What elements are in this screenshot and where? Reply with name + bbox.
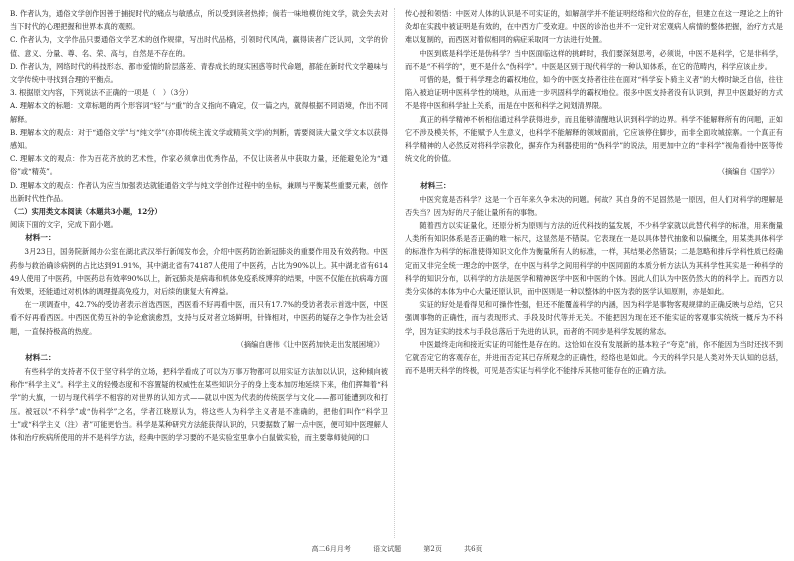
q3-option-a: A. 理解本文的标题：文章标题的两个形容词“轻”与“重”的含义指向不确定，仅一篇之内，就得根据不同语境，作出不同解释。 xyxy=(10,101,388,124)
material-1-para: 在一项调查中，42.7%的受访者表示首选西医，西医看不好再看中医，而只有17.7%的受访者表示首选中医，中医看不好再看西医。中西医优势互补的争论愈演愈烈，支持与反对者立场鲜明，针锋相对，中医药的疑存之争作为社会话题，一直保持极高的热度。 xyxy=(10,300,388,336)
material-3-title: 材料三： xyxy=(420,180,451,190)
material-3-para: 实证的好处是看得见和可操作性强，但还不能覆盖科学的内涵，因为科学是事物客观规律的正确反映与总结，它只强调事物的正确性，而与表现形式、手段及时代等并无关。不能把因为现在还不能实证的客观事实统统一概斥为不科学，因为证实的技术与手段总落后于先进的认识，而者的不同步是科学发展的常态。 xyxy=(405,300,783,336)
option-c: C. 作者认为，文学作品只要通俗文学艺术的创作规律，写出时代品格，引领时代风尚，赢得读者广泛认同，文学的价值、意义、分量、尊、名、荣、高与，自然是不存在的。 xyxy=(10,35,388,58)
material-2-title: 材料二： xyxy=(25,353,56,363)
material-2-continuation: 真正的科学精神不析相信通过科学获得进步，而且能够清醒地认识到科学的边界。科学不能解释所有的问题，正如它不涉及模关怀，不能赋予人生意义，也科学不能解释的领域面前，它应该停住脚步，而非全面攻城掠寨。一个真正有科学精神的人必然反对将科学宗教化，摒弃作为利器使用的“伪科学”的说法，用更加中立的“非科学”视角看待中医等传统文化的价值。 xyxy=(405,114,783,164)
option-d: D. 作者认为，网络时代的科技形态、都市爱情的阶层落差、青春成长的现实困惑等时代命题，都能在新时代文学趣味与文学传统中寻找到合理的平衡点。 xyxy=(10,61,388,85)
section-2-title: （二）实用类文本阅读（本题共3小题，12分） xyxy=(10,207,162,217)
material-3-para: 随着西方以实证量化，还原分析为原则与方法的近代科技的猛发展，不少科学家就以此替代科学的标准，用来衡量人类所有知识体系是否正确的唯一标尺，这显然是不错误。它表现在一是以具体替代抽象和以偏概全，用某类具体科学的标准作为科学的标准使得知识文化作为衡量所有人的标准，一样，其结果必然错误；二是忽略和排斥学科性质已经确定而又非完全统一理念的中医学，在中医与科学之间用科学的中医同面的本质分析方法认为其科学性其实是一种科学的科学的知识分布，以科学的方法是医学和精神医学中医和中医的个体。因此人们认为中医仍然大的的科学上。而西方以类分实体的本体为中心大量还原认识，而中医则是一种以整体的中医为表的医学认知原则，亦是如此。 xyxy=(405,221,783,297)
question-3-stem: 3. 根据原文内容，下列说法不正确的一项是（ ）（3分） xyxy=(10,88,193,98)
q3-option-c: C. 理解本文的观点：作为百花齐放的艺术性，作家必须拿出优秀作品，不仅让读者从中获取力量，还能避免沦为“通俗”或“精英”。 xyxy=(10,154,388,177)
page-footer xyxy=(0,544,794,554)
footer-total: 共6页 xyxy=(464,545,483,553)
column-divider xyxy=(394,8,395,538)
material-1-para: 3月23日，国务院新闻办公室在湖北武汉举行新闻发布会，介绍中医药防治新冠肺炎的重要作用及有效药物。中医药参与救治确诊病例的占比达到91.91%，其中湖北省有74187人使用了中医药，占比为90%以上。其中湖北省有61449人使用了中医药，中医药总有效率90%以上，新冠肺炎是病毒和机体免疫系统博弈的结果，中医不仅能在抗病毒方面有效果，还能通过对机体的调理提高免疫力，对后续的康复大有裨益。 xyxy=(10,247,388,297)
footer-exam: 高二6月月考 xyxy=(311,545,351,553)
material-3-para: 中医究竟是否科学？这是一个百年来久争未决的问题。何故？其自身的不足固然是一原因，但人们对科学的理解是否失当？因为好的尺子能让量所有的事物。 xyxy=(405,194,783,217)
material-2-source: （摘编自《国学》） xyxy=(717,167,779,177)
right-column xyxy=(405,7,783,377)
material-1-title: 材料一： xyxy=(25,233,56,243)
q3-option-b: B. 理解本文的观点：对于“通俗文学”与“纯文学”(亦即传统主流文学或精英文学)的判断，需要阅读大量文学文本以获得感知。 xyxy=(10,127,388,151)
q3-option-d: D. 理解本文的观点：作者认为应当加强表达就能通俗文学与纯文学创作过程中的坐标，兼顾与平衡某些重要元素，创作出新时代性作品。 xyxy=(10,180,388,203)
material-2-para: 有些科学的支持者不仅于坚守科学的立场，把科学看成了可以为万事万物都可以用实证方法加以认识，这种倾向被称作“科学主义”。科学主义的轻慢态度和不容置疑的权威性在某些知识分子的身上变本加厉地延续下来，他们挥舞着“科学”的大旗，一切与现代科学不相容的对世界的认知方式——就以中医为代表的传统医学与文化——都可能遭到攻和打压。被冠以“不科学”或“伪科学”之名，学者江晓原认为，将这些人为科学主义者是不准确的，把他们叫作“科学卫士”或“科学主义（注）者”可能更恰当。科学是某种研究方法能获得认识的，只要据数了解一点中医，便可知中医理解人体和治疗疾病所使用的并不是科学方法，经典中医的学习要的不是实验室里拿小白鼠做实验，而主要靠师徒间的口 xyxy=(10,367,388,443)
left-column xyxy=(10,7,388,444)
material-1-source: （摘编自唐伟《让中医药加快走出发展困境》） xyxy=(236,339,384,349)
material-2-continuation: 传心授和领悟：中医对人体的认识是不可实证的，如解剖学并不能证明经络和穴位的存在，但建立在这一理论之上的针灸却在实践中被证明是有效的，在中西方广受欢迎。中医的诊治也并不一定针对宏观病人病情的整体把握，治疗方式是难以复制的，而西医对着似相同的病症采取同一方法进行处置。 xyxy=(405,9,783,45)
material-2-continuation: 可惜的是，慑于科学理念的霸权地位，如今的中医支持者往往在面对“科学妄卜骑主义者”的大棒时缺乏自信，往往陷入被迫证明中医科学性的境地，从而进一步巩固科学的霸权地位。很多中医支持者没有认识到，捍卫中医最好的方式不是将中医和科学扯上关系，而是在中医和科学之间划清界限。 xyxy=(405,75,783,111)
section-2-intro: 阅读下面的文字，完成下面小题。 xyxy=(10,220,118,230)
option-b: B. 作者认为，通俗文学创作因善于捕捉时代的痛点与敏感点，所以受到读者热捧；倘若一味地模仿纯文学，就会失去对当下时代的心理把握和世界本真的观照。 xyxy=(10,9,388,32)
footer-page: 第2页 xyxy=(423,545,442,553)
footer-subject: 语文试题 xyxy=(373,545,402,553)
material-3-para: 中医最终走向和接近实证的可能性是存在的。这恰如在没有发展新的基本粒子“夸克”前，你不能因为当时还找不到它就否定它的客观存在，并进而否定其已存所观念的正确性，经络也是如此。今天的科学只是人类对外天认知的总括，而不是明天科学的终极，可见是否实证与科学化不能排斥其他可能存在的正确方法。 xyxy=(405,339,783,376)
material-2-continuation: 中医到底是科学还是伪科学？当中医面临这样的挑衅时，我们要深刻思考，必须说，中医不是科学，它是非科学，而不是“不科学的”，更不是什么“伪科学”。中医是区别于现代科学的一种认知体系，在它的范畴内，科学应该止步。 xyxy=(405,48,783,71)
